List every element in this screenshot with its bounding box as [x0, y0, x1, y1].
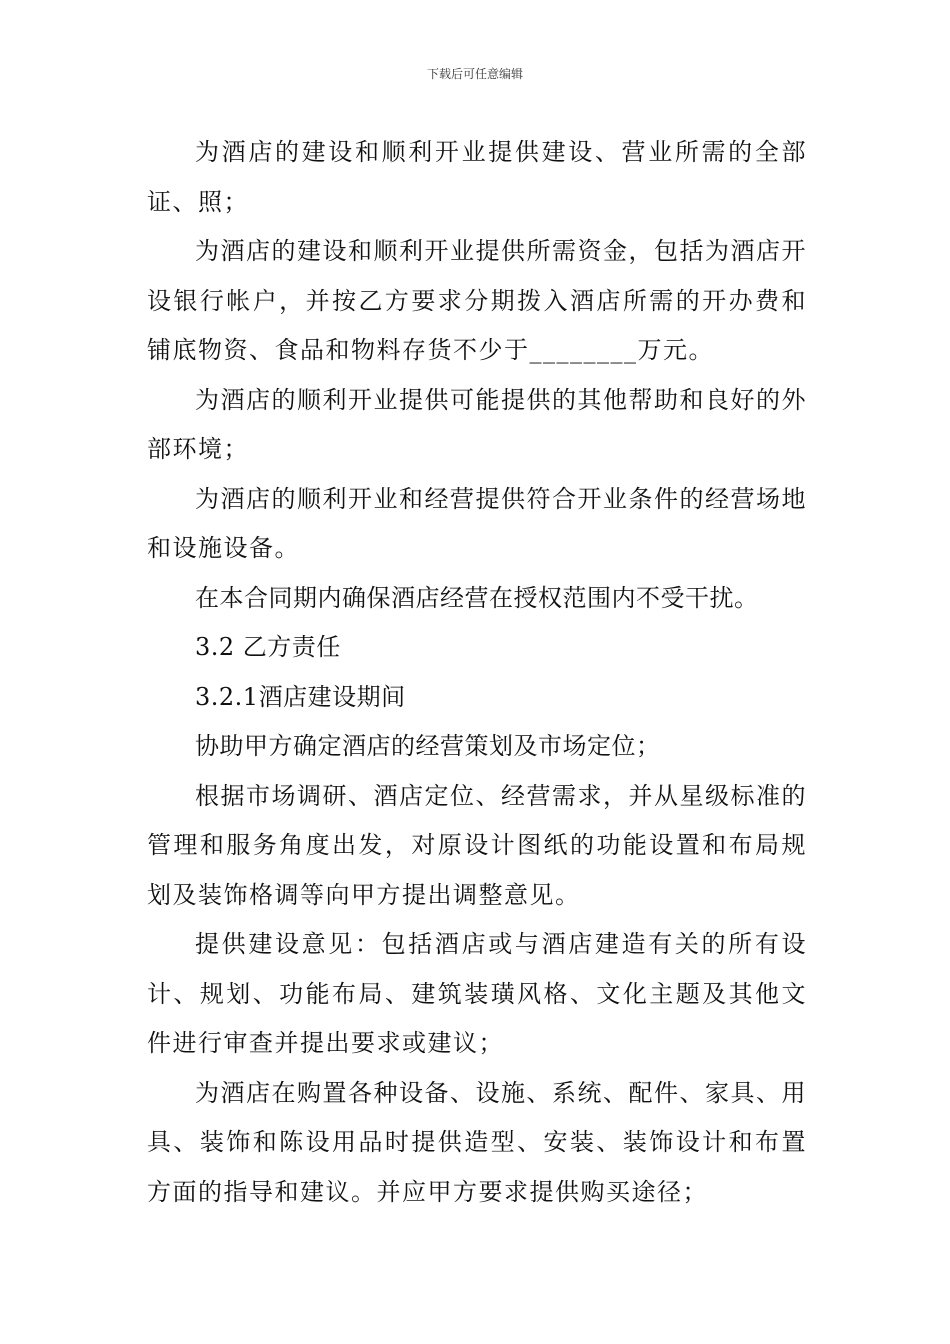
- paragraph-procurement-guidance: 为酒店在购置各种设备、设施、系统、配件、家具、用具、装饰和陈设用品时提供造型、安装、装饰设计和布置方面的指导和建议。并应甲方要求提供购买途径；: [147, 1078, 807, 1206]
- paragraph-funding: 为酒店的建设和顺利开业提供所需资金，包括为酒店开设银行帐户，并按乙方要求分期拨入酒店所需的开办费和铺底物资、食品和物料存货不少于________万元。: [147, 237, 807, 364]
- paragraph-no-interference: 在本合同期内确保酒店经营在授权范围内不受干扰。: [195, 583, 759, 612]
- paragraph-construction-advice: 提供建设意见：包括酒店或与酒店建造有关的所有设计、规划、功能布局、建筑装璜风格、文化主题及其他文件进行审查并提出要求或建议；: [147, 930, 807, 1057]
- paragraph-external-support: 为酒店的顺利开业提供可能提供的其他帮助和良好的外部环境；: [147, 385, 807, 463]
- section-heading-party-b-duties: 3.2 乙方责任: [195, 633, 341, 661]
- paragraph-positioning: 协助甲方确定酒店的经营策划及市场定位；: [195, 732, 661, 760]
- paragraph-venue-facilities: 为酒店的顺利开业和经营提供符合开业条件的经营场地和设施设备。: [147, 484, 807, 562]
- page-header-note: 下载后可任意编辑: [426, 67, 523, 81]
- paragraph-permits: 为酒店的建设和顺利开业提供建设、营业所需的全部证、照；: [147, 138, 807, 216]
- document-body: [147, 128, 807, 1217]
- subsection-heading-construction-period: 3.2.1酒店建设期间: [195, 682, 406, 711]
- paragraph-design-adjustment: 根据市场调研、酒店定位、经营需求，并从星级标准的管理和服务角度出发，对原设计图纸的功能设置和布局规划及装饰格调等向甲方提出调整意见。: [147, 781, 807, 909]
